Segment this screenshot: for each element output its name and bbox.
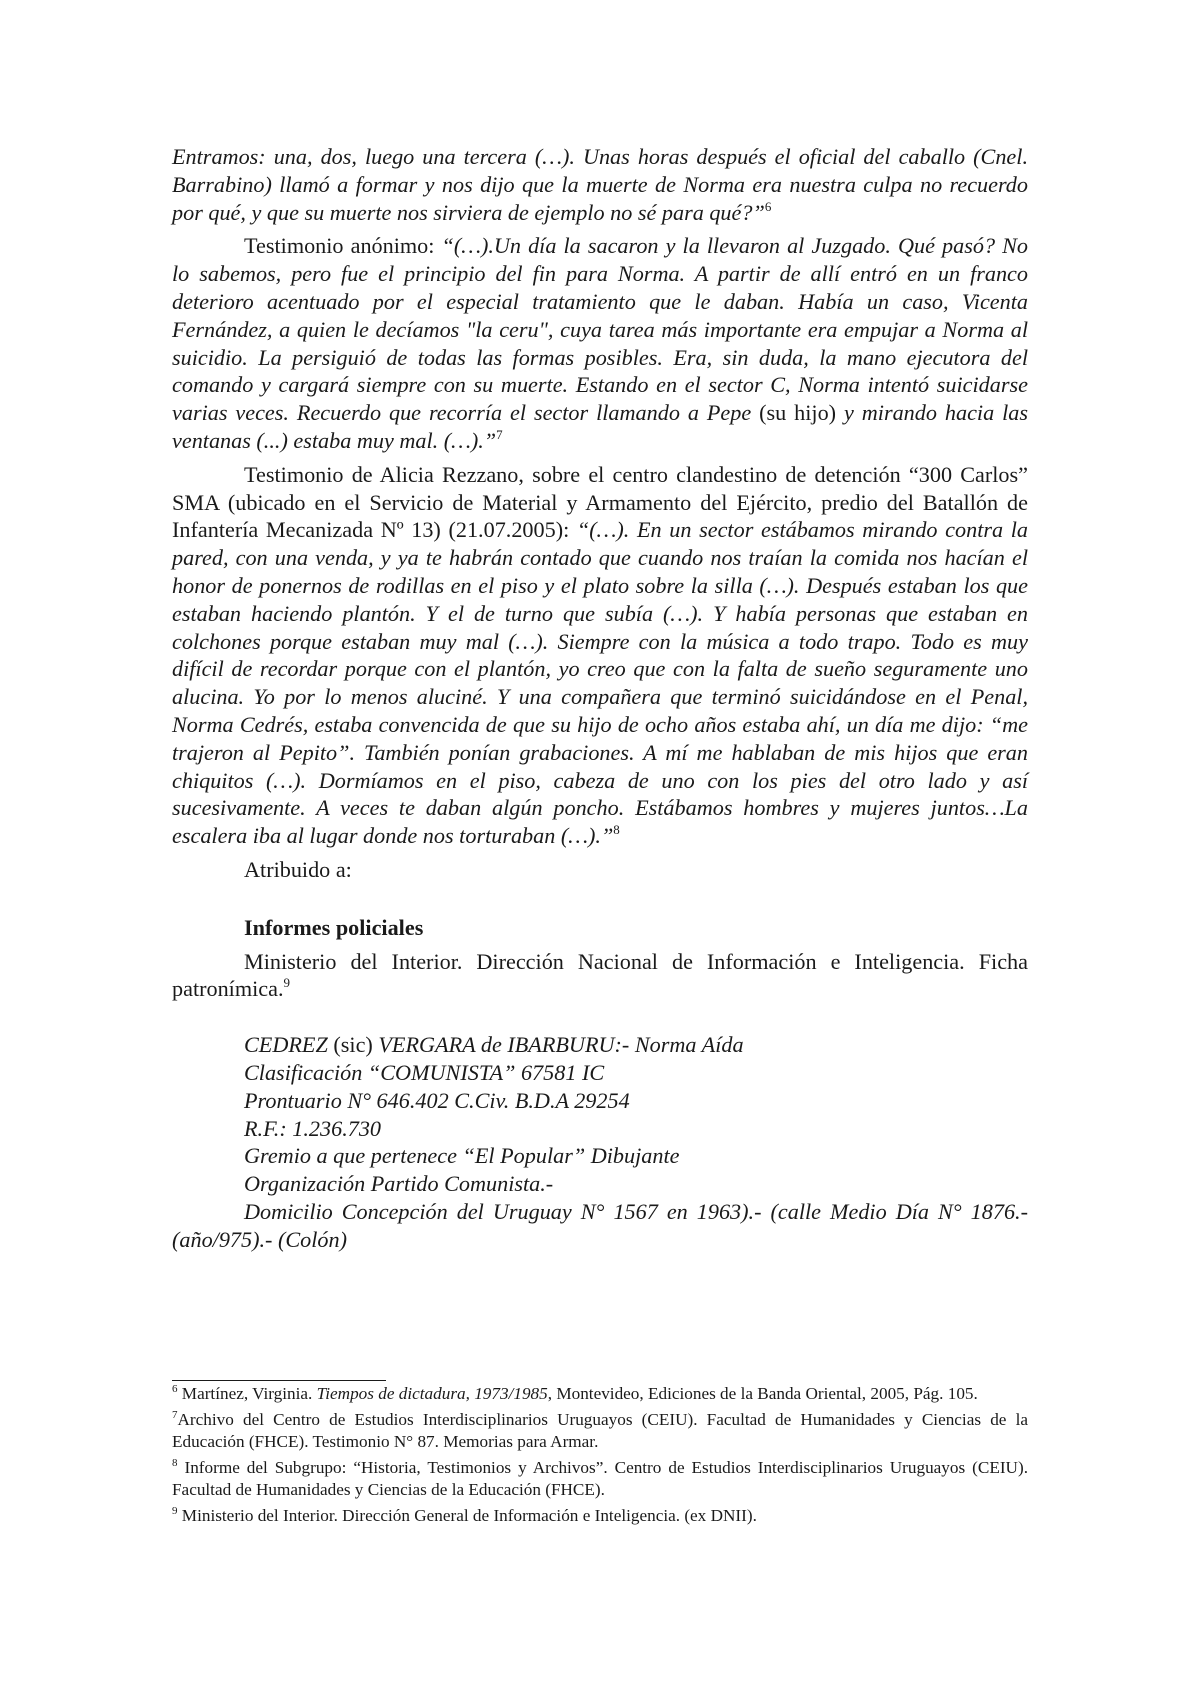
- spacer: [172, 1009, 1028, 1031]
- footnote-7: [172, 1409, 1028, 1454]
- record-name-b: VERGARA de IBARBURU:- Norma Aída: [378, 1032, 744, 1058]
- record-union: Gremio a que pertenece “El Popular” Dibujante: [244, 1143, 680, 1169]
- paragraph-testimony-quote-end: [172, 143, 1028, 226]
- record-prontuario: Prontuario N° 646.402 C.Civ. B.D.A 29254: [244, 1087, 630, 1113]
- footnote-number: 6: [172, 1383, 178, 1395]
- record-name: [172, 1031, 1028, 1059]
- attributed-label: Atribuido a:: [244, 856, 352, 882]
- footnote-ref-6[interactable]: 6: [764, 198, 772, 214]
- quote-text: “(…).Un día la sacaron y la llevaron al Juzgado. Qué pasó? No lo sabemos, pero fue el principio del fin para Norma. A partir de allí entró en un franco deterioro acentuado por el especial tratamiento que le daban. Había un caso, Vicenta Fernández, a quien le decíamos "la ceru", cuya tarea más importante era empujar a Norma al suicidio. La persiguió de todas las formas posibles. Era, sin duda, la mano ejecutora del comando y cargará siempre con su muerte. Estando en el sector C, Norma intentó suicidarse varias veces. Recuerdo que recorría el sector llamando a Pepe: [172, 233, 1029, 426]
- footnote-divider: [172, 1380, 386, 1381]
- footnote-number: 8: [172, 1456, 178, 1469]
- quote-aside: (su hijo): [751, 400, 844, 426]
- testimony-lead: Testimonio anónimo:: [244, 233, 442, 259]
- record-source: Ministerio del Interior. Dirección Nacional de Información e Inteligencia. Ficha patronímica.: [172, 948, 1028, 1002]
- footnote-ref-8[interactable]: 8: [613, 822, 620, 838]
- quote-text: “(…). En un sector estábamos mirando contra la pared, con una venda, y ya te habrán contado que cuando nos traían la comida nos hacían el honor de ponernos de rodillas en el piso y el plato sobre la silla (…). Después estaban los que estaban haciendo plantón. Y el de turno que subía (…). Y había personas que estaban en colchones porque estaban muy mal (…). Siempre con la música a todo trapo. Todo es muy difícil de recordar porque con el plantón, yo creo que con la falta de sueño seguramente uno alucina. Yo por lo menos aluciné. Y una compañera que terminó suicidándose en el Penal, Norma Cedrés, estaba convencida de que su hijo de ocho años estaba ahí, un día me dijo: “me trajeron al Pepito”. También ponían grabaciones. A mí me hablaban de mis hijos que eran chiquitos (…). Dormíamos en el piso, cabeza de uno con los pies del otro lado y así sucesivamente. A veces te daban algún poncho. Estábamos hombres y mujeres juntos…La escalera iba al lugar donde nos torturaban (…).”: [172, 517, 1028, 849]
- footnote-ref-7[interactable]: 7: [496, 426, 503, 442]
- footnotes: [172, 1383, 1028, 1530]
- paragraph-ministry-record: [172, 948, 1028, 1004]
- record-rf: R.F.: 1.236.730: [244, 1115, 382, 1141]
- footnote-text: Informe del Subgrupo: “Historia, Testimonios y Archivos”. Centro de Estudios Interdisciplinarios Uruguayos (CEIU). Facultad de Humanidades y Ciencias de la Educación (FHCE).: [172, 1457, 1028, 1499]
- footnote-6: [172, 1383, 1028, 1406]
- body-text: [172, 143, 1028, 1253]
- footnote-title: Tiempos de dictadura, 1973/1985: [316, 1384, 548, 1403]
- footnote-8: [172, 1457, 1028, 1502]
- record-card: [172, 1031, 1028, 1253]
- record-address: Domicilio Concepción del Uruguay N° 1567 en 1963).- (calle Medio Día N° 1876.- (año/975).- (Colón): [172, 1198, 1028, 1252]
- footnote-text: Ministerio del Interior. Dirección General de Información e Inteligencia. (ex DNII).: [177, 1505, 757, 1525]
- footnote-number: 7: [172, 1408, 178, 1421]
- record-classification: Clasificación “COMUNISTA” 67581 IC: [244, 1059, 605, 1085]
- paragraph-anonymous-testimony: [172, 232, 1028, 454]
- footnote-number: 9: [172, 1504, 178, 1517]
- record-name-sic: (sic): [327, 1032, 379, 1058]
- footnote-text-end: , Montevideo, Ediciones de la Banda Oriental, 2005, Pág. 105.: [547, 1384, 978, 1403]
- footnote-ref-9[interactable]: 9: [283, 975, 291, 991]
- quote-text-end: y mirando hacia las ventanas (...) estaba muy mal. (…).”: [172, 400, 1028, 453]
- record-organization: Organización Partido Comunista.-: [244, 1171, 554, 1197]
- footnote-text: Archivo del Centro de Estudios Interdisciplinarios Uruguayos (CEIU). Facultad de Humanidades y Ciencias de la Educación (FHCE). Testimonio N° 87. Memorias para Armar.: [172, 1409, 1028, 1451]
- paragraph-rezzano-testimony: [172, 461, 1028, 850]
- quote-text: Entramos: una, dos, luego una tercera (…). Unas horas después el oficial del caballo (Cnel. Barrabino) llamó a formar y nos dijo que la muerte de Norma era nuestra culpa no recuerdo por qué, y que su muerte nos sirviera de ejemplo no sé para qué?”: [172, 144, 1028, 225]
- record-name-a: CEDREZ: [244, 1032, 328, 1058]
- footnote-text: Martínez, Virginia.: [177, 1384, 317, 1403]
- testimony-lead: Testimonio de Alicia Rezzano, sobre el centro clandestino de detención “300 Carlos” SMA (ubicado en el Servicio de Material y Armamento del Ejército, predio del Batallón de Infantería Mecanizada Nº 13) (21.07.2005):: [172, 461, 1028, 543]
- footnote-9: [172, 1505, 1028, 1528]
- section-heading: Informes policiales: [244, 914, 424, 940]
